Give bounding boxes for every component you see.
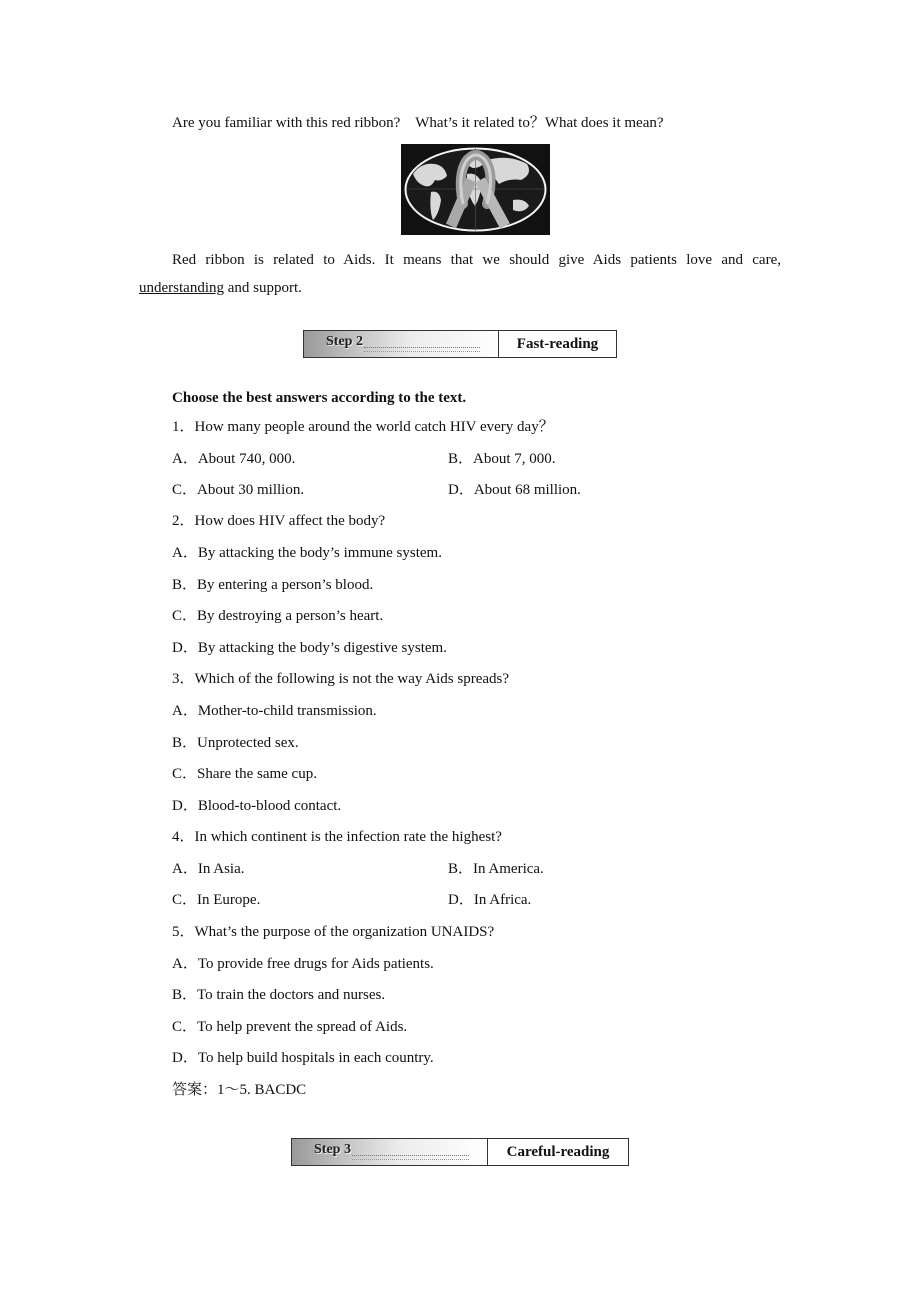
option-4a: A．In Asia. bbox=[172, 861, 245, 877]
step2-title: Fast-reading bbox=[516, 335, 599, 352]
option-3d: D．Blood-to-blood contact. bbox=[172, 798, 342, 814]
answer-key: 答案：1～5. BACDC bbox=[172, 1082, 307, 1098]
option-5a: A．To provide free drugs for Aids patients. bbox=[172, 956, 434, 972]
step3-header bbox=[291, 1138, 629, 1166]
step3-label: Step 3 bbox=[314, 1142, 351, 1157]
step3-tab bbox=[292, 1139, 488, 1165]
intro-answer-paragraph bbox=[139, 246, 781, 302]
instruction: Choose the best answers according to the text. bbox=[172, 390, 467, 406]
option-4b: B．In America. bbox=[448, 861, 544, 877]
option-4c: C．In Europe. bbox=[172, 892, 261, 908]
step2-header bbox=[303, 330, 617, 358]
question-3: 3．Which of the following is not the way Aids spreads? bbox=[172, 671, 510, 687]
option-1c: C．About 30 million. bbox=[172, 482, 305, 498]
option-5b: B．To train the doctors and nurses. bbox=[172, 987, 386, 1003]
step2-label: Step 2 bbox=[326, 334, 363, 349]
step3-title: Careful-reading bbox=[506, 1143, 610, 1160]
option-2d: D．By attacking the body’s digestive system. bbox=[172, 640, 447, 656]
intro-question: Are you familiar with this red ribbon? What’s it related to？What does it mean? bbox=[172, 115, 664, 131]
step2-tab bbox=[304, 331, 499, 357]
option-1b: B．About 7, 000. bbox=[448, 451, 556, 467]
option-3c: C．Share the same cup. bbox=[172, 766, 317, 782]
option-5c: C．To help prevent the spread of Aids. bbox=[172, 1019, 408, 1035]
option-4d: D．In Africa. bbox=[448, 892, 532, 908]
answer-text-end: and support. bbox=[223, 280, 302, 296]
option-2c: C．By destroying a person’s heart. bbox=[172, 608, 384, 624]
option-3a: A．Mother-to-child transmission. bbox=[172, 703, 377, 719]
red-ribbon-world-map-image bbox=[401, 144, 550, 235]
option-5d: D．To help build hospitals in each country. bbox=[172, 1050, 434, 1066]
question-5: 5．What’s the purpose of the organization UNAIDS? bbox=[172, 924, 495, 940]
question-1: 1．How many people around the world catch HIV every day？ bbox=[172, 419, 554, 435]
option-1d: D．About 68 million. bbox=[448, 482, 581, 498]
option-2b: B．By entering a person’s blood. bbox=[172, 577, 374, 593]
underlined-word: understanding bbox=[139, 280, 224, 296]
question-2: 2．How does HIV affect the body? bbox=[172, 513, 386, 529]
answer-text: Red ribbon is related to Aids. It means that we should give Aids patients love and care, bbox=[172, 252, 781, 268]
option-3b: B．Unprotected sex. bbox=[172, 735, 299, 751]
question-4: 4．In which continent is the infection rate the highest? bbox=[172, 829, 502, 845]
option-2a: A．By attacking the body’s immune system. bbox=[172, 545, 442, 561]
option-1a: A．About 740, 000. bbox=[172, 451, 296, 467]
